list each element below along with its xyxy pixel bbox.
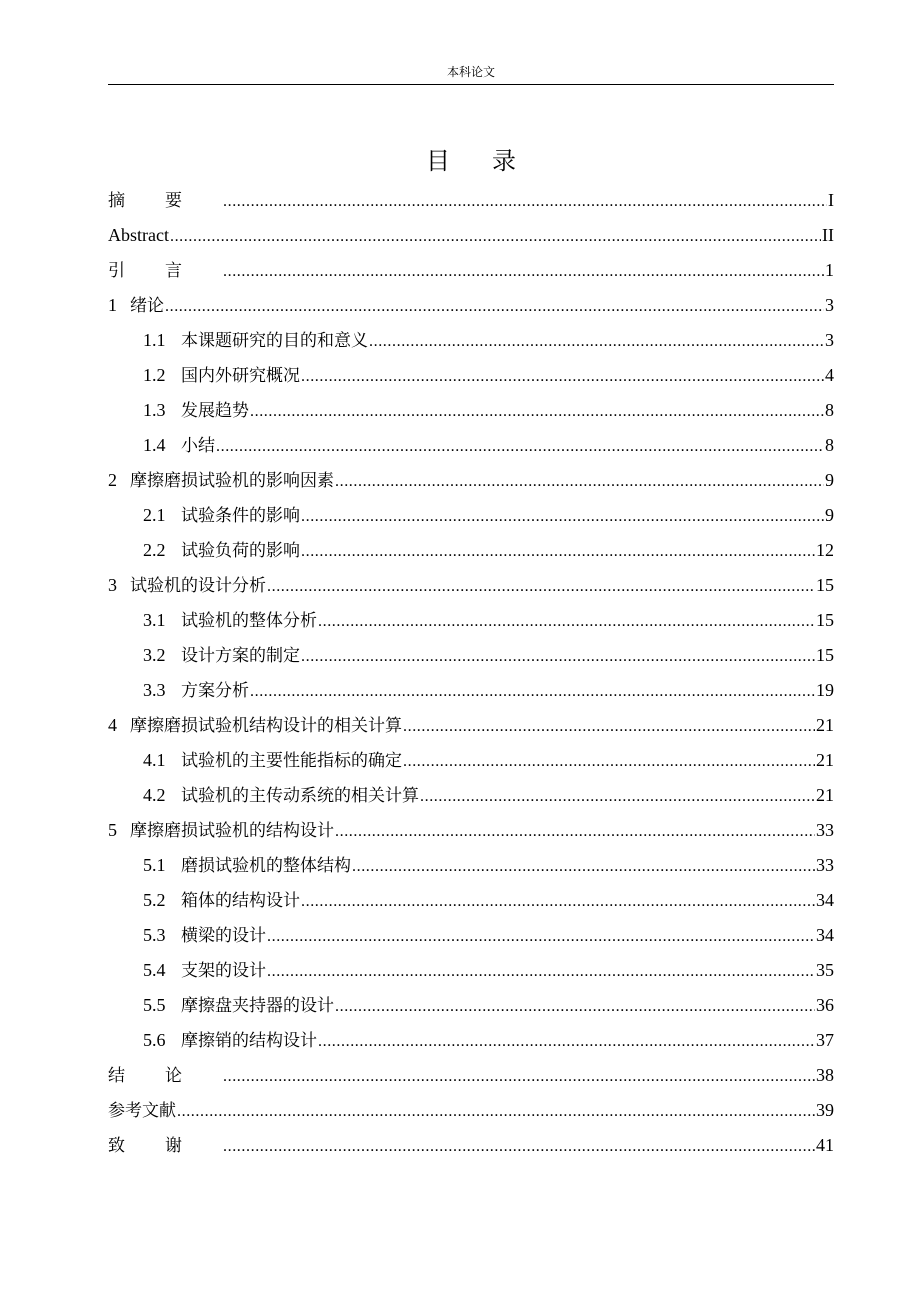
toc-entry[interactable] xyxy=(108,1093,834,1128)
toc-entry[interactable] xyxy=(108,953,834,988)
toc-entry[interactable] xyxy=(108,1128,834,1163)
toc-entry-title xyxy=(108,568,266,604)
toc-entry-title xyxy=(143,883,300,919)
page-number: 3 xyxy=(825,330,834,350)
toc-entry-title xyxy=(143,428,215,464)
page-number: 15 xyxy=(816,610,834,630)
section-label: 试验机的设计分析 xyxy=(130,576,266,596)
section-label: 设计方案的制定 xyxy=(181,646,300,666)
section-number: 5.4 xyxy=(143,960,166,980)
section-label: 试验机的主要性能指标的确定 xyxy=(181,751,402,771)
dot-leader xyxy=(250,674,815,709)
toc-entry[interactable] xyxy=(108,813,834,848)
section-label: 摩擦磨损试验机的影响因素 xyxy=(130,471,334,491)
dot-leader xyxy=(335,989,815,1024)
section-number: 3 xyxy=(108,575,117,595)
toc-entry-title xyxy=(143,953,266,989)
section-label: 参考文献 xyxy=(108,1101,176,1121)
toc-entry[interactable] xyxy=(108,568,834,603)
dot-leader xyxy=(223,1129,815,1164)
dot-leader xyxy=(223,254,824,289)
toc-entry[interactable] xyxy=(108,883,834,918)
toc-entry-title xyxy=(143,743,402,779)
page-number: 9 xyxy=(825,505,834,525)
section-label: 摩擦销的结构设计 xyxy=(181,1031,317,1051)
page-number: 35 xyxy=(816,960,834,980)
toc-entry-title xyxy=(143,778,419,814)
section-number: 4.2 xyxy=(143,785,166,805)
toc-entry-title xyxy=(108,288,164,324)
dot-leader xyxy=(420,779,815,814)
dot-leader xyxy=(318,604,815,639)
section-number: 3.1 xyxy=(143,610,166,630)
dot-leader xyxy=(170,219,821,254)
toc-entry-title xyxy=(143,323,368,359)
page-number: 19 xyxy=(816,680,834,700)
toc-entry-title xyxy=(108,1128,222,1164)
page-number: 15 xyxy=(816,645,834,665)
section-number: 2.2 xyxy=(143,540,166,560)
page-number: 37 xyxy=(816,1030,834,1050)
toc-entry[interactable] xyxy=(108,533,834,568)
toc-entry[interactable] xyxy=(108,323,834,358)
section-label: 摩擦盘夹持器的设计 xyxy=(181,996,334,1016)
toc-entry-title xyxy=(143,1023,317,1059)
dot-leader xyxy=(403,709,815,744)
section-number: 1.1 xyxy=(143,330,166,350)
toc-entry-title xyxy=(108,218,169,253)
dot-leader xyxy=(267,919,815,954)
dot-leader xyxy=(267,569,815,604)
section-number: 1 xyxy=(108,295,117,315)
toc-entry[interactable] xyxy=(108,183,834,218)
dot-leader xyxy=(223,1059,815,1094)
toc-entry-title xyxy=(143,918,266,954)
toc-entry[interactable] xyxy=(108,673,834,708)
toc-entry[interactable] xyxy=(108,498,834,533)
section-label: 试验机的整体分析 xyxy=(181,611,317,631)
section-label: 本课题研究的目的和意义 xyxy=(181,331,368,351)
page-number: II xyxy=(822,225,834,245)
section-label: 摩擦磨损试验机的结构设计 xyxy=(130,821,334,841)
page-number: 33 xyxy=(816,855,834,875)
page-number: I xyxy=(828,190,834,210)
dot-leader xyxy=(403,744,815,779)
dot-leader xyxy=(267,954,815,989)
section-number: 3.3 xyxy=(143,680,166,700)
dot-leader xyxy=(301,639,815,674)
toc-entry[interactable] xyxy=(108,743,834,778)
dot-leader xyxy=(335,814,815,849)
section-label: 摘要 xyxy=(108,191,222,211)
section-label: 试验条件的影响 xyxy=(181,506,300,526)
toc-entry[interactable] xyxy=(108,1023,834,1058)
dot-leader xyxy=(301,499,824,534)
section-label: 箱体的结构设计 xyxy=(181,891,300,911)
section-number: 3.2 xyxy=(143,645,166,665)
dot-leader xyxy=(352,849,815,884)
section-label: 发展趋势 xyxy=(181,401,249,421)
section-label: 致谢 xyxy=(108,1136,222,1156)
dot-leader xyxy=(318,1024,815,1059)
page-number: 38 xyxy=(816,1065,834,1085)
toc-entry[interactable] xyxy=(108,603,834,638)
section-label: 试验负荷的影响 xyxy=(181,541,300,561)
toc-entry[interactable] xyxy=(108,988,834,1023)
toc-title: 目录 xyxy=(426,147,558,175)
page-number: 39 xyxy=(816,1100,834,1120)
dot-leader xyxy=(250,394,824,429)
section-label: 摩擦磨损试验机结构设计的相关计算 xyxy=(130,716,402,736)
dot-leader xyxy=(165,289,824,324)
section-number: 4.1 xyxy=(143,750,166,770)
toc-entry-title xyxy=(143,638,300,674)
toc-entry-title xyxy=(143,673,249,709)
dot-leader xyxy=(216,429,824,464)
toc-entry[interactable] xyxy=(108,848,834,883)
toc-entry-title xyxy=(143,988,334,1024)
dot-leader xyxy=(223,184,827,219)
section-number: 5 xyxy=(108,820,117,840)
header-rule xyxy=(108,84,834,85)
section-label: 横梁的设计 xyxy=(181,926,266,946)
toc-entry-title xyxy=(108,813,334,849)
dot-leader xyxy=(301,359,824,394)
section-number: 5.6 xyxy=(143,1030,166,1050)
toc-entry[interactable] xyxy=(108,218,834,253)
toc-entry-title xyxy=(108,463,334,499)
section-number: 5.2 xyxy=(143,890,166,910)
page-number: 9 xyxy=(825,470,834,490)
section-label: 国内外研究概况 xyxy=(181,366,300,386)
dot-leader xyxy=(335,464,824,499)
dot-leader xyxy=(177,1094,815,1129)
page-number: 41 xyxy=(816,1135,834,1155)
toc-entry-title xyxy=(143,603,317,639)
toc-entry[interactable] xyxy=(108,463,834,498)
page-number: 3 xyxy=(825,295,834,315)
toc-entry[interactable] xyxy=(108,358,834,393)
toc-entry[interactable] xyxy=(108,253,834,288)
toc-entry[interactable] xyxy=(108,918,834,953)
section-label: 绪论 xyxy=(130,296,164,316)
section-number: 1.4 xyxy=(143,435,166,455)
table-of-contents xyxy=(108,183,834,1163)
running-header: 本科论文 xyxy=(446,65,495,79)
page-number: 12 xyxy=(816,540,834,560)
dot-leader xyxy=(369,324,824,359)
page-number: 15 xyxy=(816,575,834,595)
section-label: 方案分析 xyxy=(181,681,249,701)
toc-entry[interactable] xyxy=(108,638,834,673)
page-number: 21 xyxy=(816,785,834,805)
toc-entry[interactable] xyxy=(108,708,834,743)
section-number: 4 xyxy=(108,715,117,735)
section-label: Abstract xyxy=(108,225,169,245)
page-number: 21 xyxy=(816,715,834,735)
section-number: 1.3 xyxy=(143,400,166,420)
toc-entry[interactable] xyxy=(108,393,834,428)
page-number: 36 xyxy=(816,995,834,1015)
section-number: 2.1 xyxy=(143,505,166,525)
toc-entry-title xyxy=(108,1093,176,1129)
section-label: 磨损试验机的整体结构 xyxy=(181,856,351,876)
toc-entry-title xyxy=(143,358,300,394)
dot-leader xyxy=(301,884,815,919)
toc-entry-title xyxy=(143,848,351,884)
page-number: 34 xyxy=(816,890,834,910)
toc-entry-title xyxy=(108,1058,222,1094)
section-label: 结论 xyxy=(108,1066,222,1086)
dot-leader xyxy=(301,534,815,569)
section-number: 2 xyxy=(108,470,117,490)
section-number: 5.5 xyxy=(143,995,166,1015)
section-label: 试验机的主传动系统的相关计算 xyxy=(181,786,419,806)
toc-entry-title xyxy=(108,183,222,219)
section-number: 5.1 xyxy=(143,855,166,875)
section-label: 引言 xyxy=(108,261,222,281)
toc-entry[interactable] xyxy=(108,778,834,813)
page-number: 21 xyxy=(816,750,834,770)
section-label: 小结 xyxy=(181,436,215,456)
section-label: 支架的设计 xyxy=(181,961,266,981)
toc-entry[interactable] xyxy=(108,288,834,323)
section-number: 1.2 xyxy=(143,365,166,385)
page-number: 8 xyxy=(825,400,834,420)
page-number: 8 xyxy=(825,435,834,455)
toc-entry-title xyxy=(143,533,300,569)
section-number: 5.3 xyxy=(143,925,166,945)
toc-entry-title xyxy=(108,708,402,744)
toc-entry-title xyxy=(143,498,300,534)
page-number: 1 xyxy=(825,260,834,280)
page-number: 4 xyxy=(825,365,834,385)
toc-entry-title xyxy=(108,253,222,289)
page-number: 33 xyxy=(816,820,834,840)
page-number: 34 xyxy=(816,925,834,945)
toc-entry[interactable] xyxy=(108,428,834,463)
toc-entry-title xyxy=(143,393,249,429)
toc-entry[interactable] xyxy=(108,1058,834,1093)
